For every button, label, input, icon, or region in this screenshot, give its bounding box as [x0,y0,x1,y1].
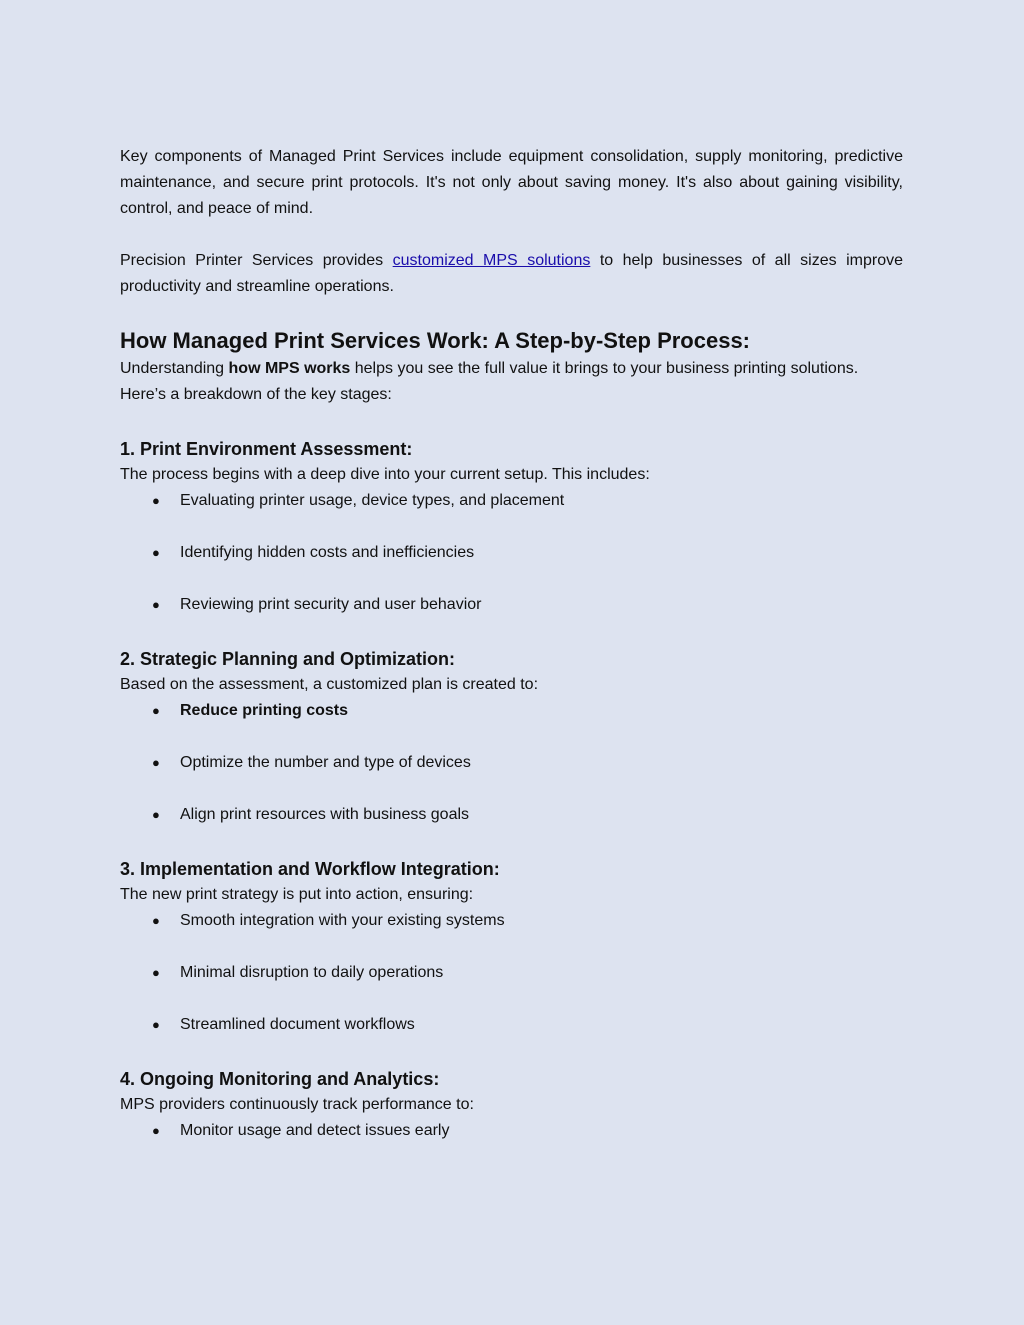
bullet-icon: ● [152,597,160,612]
list-item [120,802,903,828]
services-text-before: Precision Printer Services provides [120,252,393,269]
list-item-text: Evaluating printer usage, device types, and placement [180,492,565,509]
bullet-icon: ● [152,913,160,928]
list-item-text: Smooth integration with your existing systems [180,912,505,929]
bullet-icon: ● [152,755,160,770]
list-item [120,908,903,934]
list-item-text: Monitor usage and detect issues early [180,1122,450,1139]
list-item [120,750,903,776]
list-item [120,1012,903,1038]
list-item [120,698,903,724]
list-item [120,960,903,986]
mps-solutions-link[interactable]: customized MPS solutions [392,252,591,269]
list-item [120,540,903,566]
section-lead-before: Understanding [120,360,229,377]
step-1-heading: 1. Print Environment Assessment: [120,439,413,459]
bullet-icon: ● [152,965,160,980]
step-3-heading: 3. Implementation and Workflow Integration: [120,859,500,879]
bullet-icon: ● [152,545,160,560]
section-lead [120,356,903,408]
list-item [120,488,903,514]
spacer [120,222,903,248]
bullet-icon: ● [152,807,160,822]
step-3-lead: The new print strategy is put into action, ensuring: [120,886,474,903]
step-2-lead: Based on the assessment, a customized plan is created to: [120,676,539,693]
bullet-icon: ● [152,1017,160,1032]
step-1-list [120,488,903,618]
step-4-list [120,1118,903,1144]
list-item-text: Streamlined document workflows [180,1016,415,1033]
intro-paragraph: Key components of Managed Print Services include equipment consolidation, supply monitoring, predictive maintenance, and secure print protocols. It's not only about saving money. It's also about gaining visibility, control, and peace of mind. [120,148,903,217]
services-paragraph [120,248,903,300]
step-4-heading: 4. Ongoing Monitoring and Analytics: [120,1069,440,1089]
list-item [120,1118,903,1144]
list-item-text: Reduce printing costs [180,702,349,719]
section-lead-bold: how MPS works [228,360,351,377]
list-item-text: Minimal disruption to daily operations [180,964,444,981]
list-item-text: Align print resources with business goals [180,806,470,823]
services-text-after: to help businesses of all sizes improve productivity and streamline operations. [120,252,903,295]
list-item-text: Identifying hidden costs and inefficiencies [180,544,475,561]
list-item-text: Optimize the number and type of devices [180,754,471,771]
list-item-text: Reviewing print security and user behavior [180,596,482,613]
list-item [120,592,903,618]
section-heading: How Managed Print Services Work: A Step-by-Step Process: [120,328,751,353]
bullet-icon: ● [152,493,160,508]
bullet-icon: ● [152,703,160,718]
step-4-lead: MPS providers continuously track performance to: [120,1096,474,1113]
step-2-list [120,698,903,828]
step-1-lead: The process begins with a deep dive into your current setup. This includes: [120,466,650,483]
bullet-icon: ● [152,1123,160,1138]
section-lead-after: helps you see the full value it brings to your business printing solutions. Here’s a breakdown of the key stages: [120,360,859,403]
step-3-list [120,908,903,1038]
step-2-heading: 2. Strategic Planning and Optimization: [120,649,456,669]
document-body [120,144,903,1144]
